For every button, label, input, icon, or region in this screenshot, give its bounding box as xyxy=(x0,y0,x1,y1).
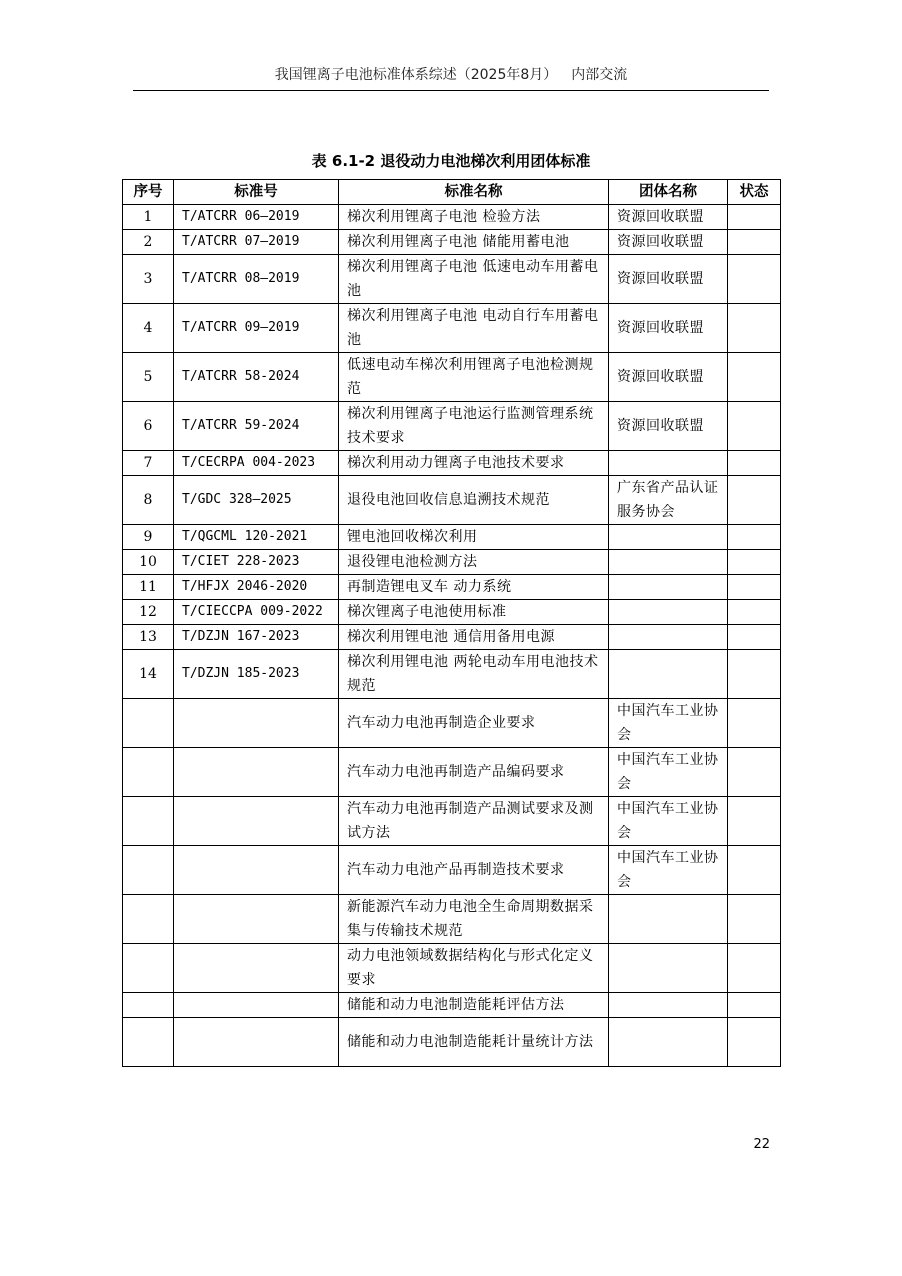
row-code xyxy=(174,748,339,797)
row-no xyxy=(123,748,174,797)
table-row xyxy=(123,650,781,699)
row-code: T/CIET 228-2023 xyxy=(174,550,339,575)
row-org: 中国汽车工业协会 xyxy=(609,699,728,748)
row-code: T/DZJN 167-2023 xyxy=(174,625,339,650)
row-no: 3 xyxy=(123,255,174,304)
table-row xyxy=(123,699,781,748)
row-name: 汽车动力电池再制造产品编码要求 xyxy=(339,748,609,797)
row-name: 梯次利用锂离子电池运行监测管理系统技术要求 xyxy=(339,402,609,451)
row-org xyxy=(609,993,728,1018)
row-code xyxy=(174,993,339,1018)
table-row xyxy=(123,476,781,525)
table-row xyxy=(123,402,781,451)
row-name: 新能源汽车动力电池全生命周期数据采集与传输技术规范 xyxy=(339,895,609,944)
table-row xyxy=(123,1018,781,1067)
row-status xyxy=(728,797,781,846)
row-name: 梯次利用动力锂离子电池技术要求 xyxy=(339,451,609,476)
row-org: 广东省产品认证服务协会 xyxy=(609,476,728,525)
row-code: T/CECRPA 004-2023 xyxy=(174,451,339,476)
row-org xyxy=(609,1018,728,1067)
row-status xyxy=(728,600,781,625)
row-no xyxy=(123,1018,174,1067)
standards-table xyxy=(122,179,781,1067)
row-no: 4 xyxy=(123,304,174,353)
row-name: 退役电池回收信息追溯技术规范 xyxy=(339,476,609,525)
row-code: T/CIECCPA 009-2022 xyxy=(174,600,339,625)
row-org: 资源回收联盟 xyxy=(609,402,728,451)
row-no xyxy=(123,846,174,895)
table-row xyxy=(123,525,781,550)
row-name: 汽车动力电池再制造产品测试要求及测试方法 xyxy=(339,797,609,846)
row-status xyxy=(728,525,781,550)
row-status xyxy=(728,846,781,895)
table-row xyxy=(123,255,781,304)
row-no xyxy=(123,699,174,748)
row-code: T/ATCRR 08—2019 xyxy=(174,255,339,304)
row-name: 梯次利用锂离子电池 电动自行车用蓄电池 xyxy=(339,304,609,353)
row-code xyxy=(174,699,339,748)
row-status xyxy=(728,1018,781,1067)
row-org: 资源回收联盟 xyxy=(609,205,728,230)
row-no: 11 xyxy=(123,575,174,600)
row-name: 梯次利用锂电池 两轮电动车用电池技术规范 xyxy=(339,650,609,699)
row-no: 1 xyxy=(123,205,174,230)
row-no xyxy=(123,895,174,944)
row-no: 6 xyxy=(123,402,174,451)
column-header-no: 序号 xyxy=(123,180,174,205)
row-name: 梯次利用锂离子电池 储能用蓄电池 xyxy=(339,230,609,255)
row-name: 汽车动力电池产品再制造技术要求 xyxy=(339,846,609,895)
row-org xyxy=(609,525,728,550)
row-status xyxy=(728,550,781,575)
row-status xyxy=(728,255,781,304)
table-row xyxy=(123,600,781,625)
row-org: 资源回收联盟 xyxy=(609,230,728,255)
row-name: 汽车动力电池再制造企业要求 xyxy=(339,699,609,748)
row-status xyxy=(728,205,781,230)
row-status xyxy=(728,451,781,476)
row-status xyxy=(728,699,781,748)
row-org: 资源回收联盟 xyxy=(609,255,728,304)
row-name: 梯次利用锂离子电池 检验方法 xyxy=(339,205,609,230)
row-code xyxy=(174,846,339,895)
table-row xyxy=(123,895,781,944)
row-name: 储能和动力电池制造能耗计量统计方法 xyxy=(339,1018,609,1067)
row-name: 梯次利用锂电池 通信用备用电源 xyxy=(339,625,609,650)
table-row xyxy=(123,353,781,402)
row-status xyxy=(728,748,781,797)
column-header-status: 状态 xyxy=(728,180,781,205)
row-code xyxy=(174,1018,339,1067)
row-org: 资源回收联盟 xyxy=(609,304,728,353)
column-header-name: 标准名称 xyxy=(339,180,609,205)
row-code xyxy=(174,797,339,846)
row-name: 锂电池回收梯次利用 xyxy=(339,525,609,550)
row-no: 5 xyxy=(123,353,174,402)
table-row xyxy=(123,575,781,600)
row-name: 低速电动车梯次利用锂离子电池检测规范 xyxy=(339,353,609,402)
row-no: 14 xyxy=(123,650,174,699)
row-org: 中国汽车工业协会 xyxy=(609,748,728,797)
running-header xyxy=(133,66,769,84)
row-no: 10 xyxy=(123,550,174,575)
row-name: 梯次利用锂离子电池 低速电动车用蓄电池 xyxy=(339,255,609,304)
header-rule xyxy=(133,90,769,91)
row-code: T/ATCRR 58-2024 xyxy=(174,353,339,402)
row-org xyxy=(609,944,728,993)
header-note: 内部交流 xyxy=(571,67,628,83)
table-header-row xyxy=(123,180,781,205)
row-org xyxy=(609,600,728,625)
row-code: T/GDC 328—2025 xyxy=(174,476,339,525)
row-status xyxy=(728,304,781,353)
table-row xyxy=(123,625,781,650)
column-header-code: 标准号 xyxy=(174,180,339,205)
row-org xyxy=(609,575,728,600)
row-no xyxy=(123,944,174,993)
row-name: 储能和动力电池制造能耗评估方法 xyxy=(339,993,609,1018)
row-name: 梯次锂离子电池使用标准 xyxy=(339,600,609,625)
table-title: 表 6.1-2 退役动力电池梯次利用团体标准 xyxy=(311,152,591,170)
row-org xyxy=(609,650,728,699)
row-status xyxy=(728,993,781,1018)
row-status xyxy=(728,402,781,451)
row-name: 退役锂电池检测方法 xyxy=(339,550,609,575)
row-org: 中国汽车工业协会 xyxy=(609,846,728,895)
row-status xyxy=(728,230,781,255)
row-org: 资源回收联盟 xyxy=(609,353,728,402)
row-code: T/ATCRR 59-2024 xyxy=(174,402,339,451)
row-code: T/DZJN 185-2023 xyxy=(174,650,339,699)
row-code xyxy=(174,895,339,944)
row-no: 9 xyxy=(123,525,174,550)
table-row xyxy=(123,797,781,846)
row-status xyxy=(728,476,781,525)
row-no xyxy=(123,993,174,1018)
row-no: 12 xyxy=(123,600,174,625)
row-code: T/ATCRR 07—2019 xyxy=(174,230,339,255)
row-status xyxy=(728,625,781,650)
table-row xyxy=(123,748,781,797)
row-status xyxy=(728,575,781,600)
row-code xyxy=(174,944,339,993)
page-number: 22 xyxy=(753,1137,770,1152)
row-name: 再制造锂电叉车 动力系统 xyxy=(339,575,609,600)
row-no: 13 xyxy=(123,625,174,650)
row-org: 中国汽车工业协会 xyxy=(609,797,728,846)
row-status xyxy=(728,944,781,993)
table-row xyxy=(123,944,781,993)
table-row xyxy=(123,846,781,895)
header-title: 我国锂离子电池标准体系综述（2025年8月） xyxy=(274,67,558,83)
table-row xyxy=(123,230,781,255)
row-org xyxy=(609,895,728,944)
column-header-org: 团体名称 xyxy=(609,180,728,205)
row-org xyxy=(609,451,728,476)
row-code: T/QGCML 120-2021 xyxy=(174,525,339,550)
row-no xyxy=(123,797,174,846)
row-status xyxy=(728,353,781,402)
row-org xyxy=(609,625,728,650)
table-row xyxy=(123,550,781,575)
row-status xyxy=(728,895,781,944)
row-no: 8 xyxy=(123,476,174,525)
row-code: T/HFJX 2046-2020 xyxy=(174,575,339,600)
row-code: T/ATCRR 06—2019 xyxy=(174,205,339,230)
table-row xyxy=(123,205,781,230)
row-name: 动力电池领域数据结构化与形式化定义要求 xyxy=(339,944,609,993)
row-status xyxy=(728,650,781,699)
row-no: 2 xyxy=(123,230,174,255)
row-no: 7 xyxy=(123,451,174,476)
row-org xyxy=(609,550,728,575)
table-row xyxy=(123,451,781,476)
table-row xyxy=(123,993,781,1018)
row-code: T/ATCRR 09—2019 xyxy=(174,304,339,353)
table-row xyxy=(123,304,781,353)
